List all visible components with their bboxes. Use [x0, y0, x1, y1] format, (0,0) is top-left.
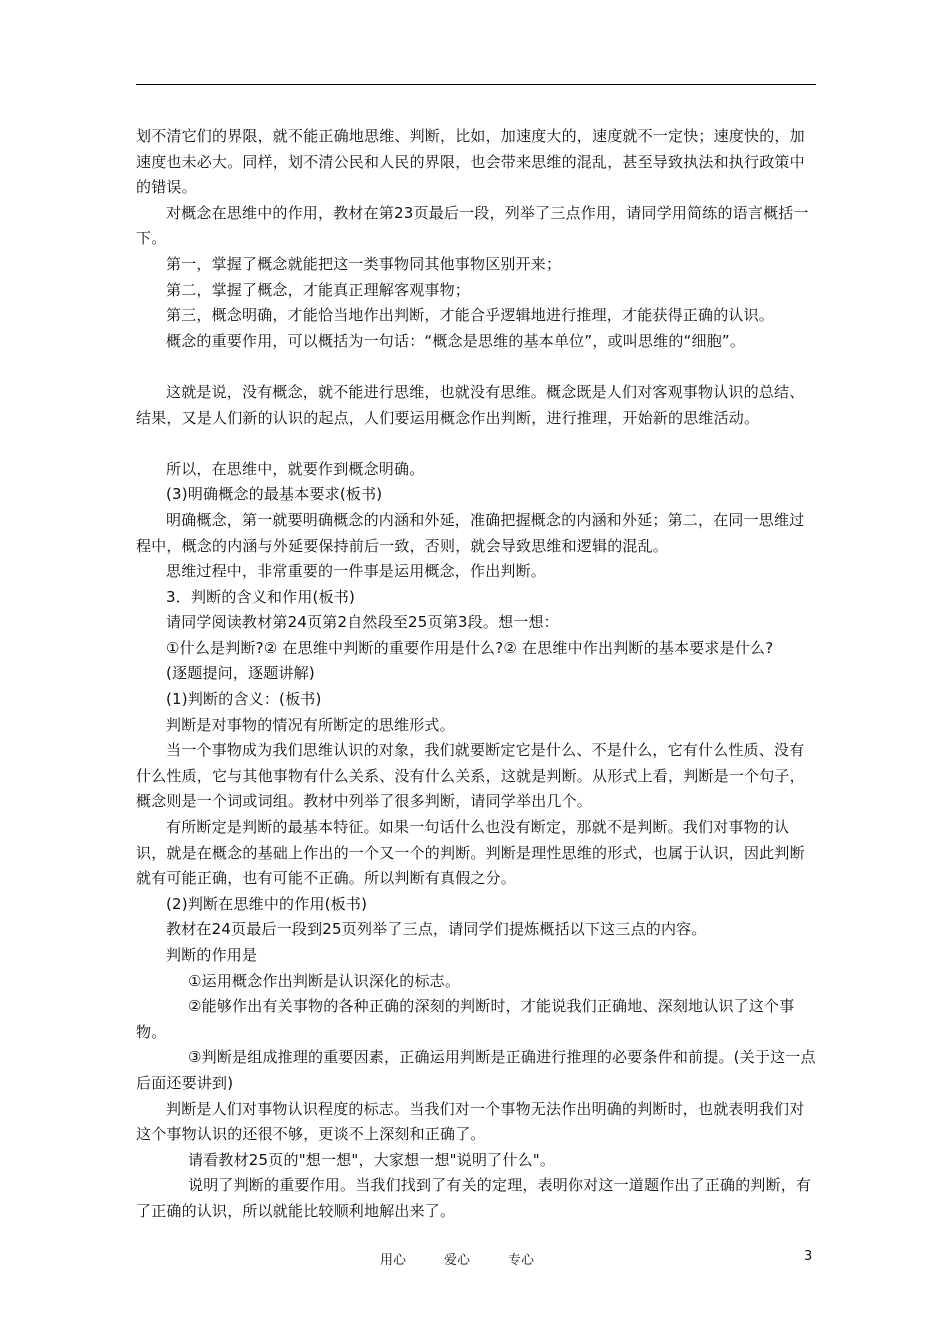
footer-motto-word: 专心 — [508, 1253, 535, 1268]
page-number: 3 — [804, 1249, 813, 1264]
list-item: ①运用概念作出判断是认识深化的标志。 — [188, 971, 461, 990]
paragraph: 教材在24页最后一段到25页列举了三点，请同学们提炼概括以下这三点的内容。 — [166, 920, 707, 939]
footer-motto-word: 爱心 — [444, 1253, 471, 1268]
list-item: ②能够作出有关事物的各种正确的深刻的判断时，才能说我们正确地、深刻地认识了这个事物。 — [136, 997, 795, 1041]
blank-line — [136, 431, 816, 457]
paragraph: 判断是人们对事物认识程度的标志。当我们对一个事物无法作出明确的判断时，也就表明我们对这个事物认识的还很不够，更谈不上深刻和正确了。 — [136, 1099, 805, 1144]
section-heading: (3)明确概念的最基本要求(板书) — [166, 485, 383, 504]
paragraph: 说明了判断的重要作用。当我们找到了有关的定理，表明你对这一道题作出了正确的判断，有了正确的认识，所以就能比较顺利地解出来了。 — [136, 1176, 812, 1220]
footer-motto — [380, 1249, 572, 1268]
section-heading: (2)判断在思维中的作用(板书) — [166, 894, 368, 913]
list-item: ③判断是组成推理的重要因素，正确运用判断是正确进行推理的必要条件和前提。(关于这一点后面还要讲到) — [136, 1048, 816, 1092]
paragraph: 划不清它们的界限，就不能正确地思维、判断，比如，加速度大的，速度就不一定快；速度快的，加速度也未必大。同样，划不清公民和人民的界限，也会带来思维的混乱，甚至导致执法和执行政策中的错误。 — [136, 127, 805, 197]
section-heading: (1)判断的含义：(板书) — [166, 690, 322, 709]
paragraph: 当一个事物成为我们思维认识的对象，我们就要断定它是什么、不是什么，它有什么性质、没有什么性质，它与其他事物有什么关系、没有什么关系，这就是判断。从形式上看，判断是一个句子，概念则是一个词或词组。教材中列举了很多判断，请同学举出几个。 — [136, 741, 805, 811]
paragraph: 请同学阅读教材第24页第2自然段至25页第3段。想一想： — [166, 613, 559, 632]
paragraph: 第一，掌握了概念就能把这一类事物同其他事物区别开来； — [166, 254, 562, 273]
paragraph: 判断的作用是 — [166, 946, 258, 964]
paragraph: 这就是说，没有概念，就不能进行思维，也就没有思维。概念既是人们对客观事物认识的总结、结果，又是人们新的认识的起点，人们要运用概念作出判断，进行推理，开始新的思维活动。 — [136, 382, 805, 427]
blank-line — [136, 354, 816, 380]
body-text — [136, 124, 816, 1225]
paragraph: 所以，在思维中，就要作到概念明确。 — [166, 459, 425, 478]
header-rule — [136, 84, 816, 85]
paragraph: (逐题提问，逐题讲解) — [166, 664, 315, 683]
paragraph: 概念的重要作用，可以概括为一句话：“概念是思维的基本单位”，或叫思维的“细胞”。 — [166, 331, 746, 350]
section-heading: 3．判断的含义和作用(板书) — [166, 587, 356, 606]
paragraph: 请看教材25页的"想一想"，大家想一想"说明了什么"。 — [188, 1150, 556, 1169]
paragraph: ①什么是判断?② 在思维中判断的重要作用是什么?② 在思维中作出判断的基本要求是什么? — [166, 638, 774, 657]
paragraph: 思维过程中，非常重要的一件事是运用概念，作出判断。 — [166, 562, 547, 581]
footer-motto-word: 用心 — [380, 1253, 407, 1268]
paragraph: 第三，概念明确，才能恰当地作出判断，才能合乎逻辑地进行推理，才能获得正确的认识。 — [166, 306, 775, 325]
paragraph: 第二，掌握了概念，才能真正理解客观事物； — [166, 280, 471, 299]
paragraph: 对概念在思维中的作用，教材在第23页最后一段，列举了三点作用，请同学用简练的语言概括一下。 — [136, 203, 809, 248]
paragraph: 有所断定是判断的最基本特征。如果一句话什么也没有断定，那就不是判断。我们对事物的认识，就是在概念的基础上作出的一个又一个的判断。判断是理性思维的形式，也属于认识，因此判断就有可能正确，也有可能不正确。所以判断有真假之分。 — [136, 818, 805, 888]
paragraph: 明确概念，第一就要明确概念的内涵和外延，准确把握概念的内涵和外延；第二，在同一思维过程中，概念的内涵与外延要保持前后一致，否则，就会导致思维和逻辑的混乱。 — [136, 510, 805, 555]
paragraph: 判断是对事物的情况有所断定的思维形式。 — [166, 715, 455, 734]
page-footer — [0, 1249, 950, 1271]
